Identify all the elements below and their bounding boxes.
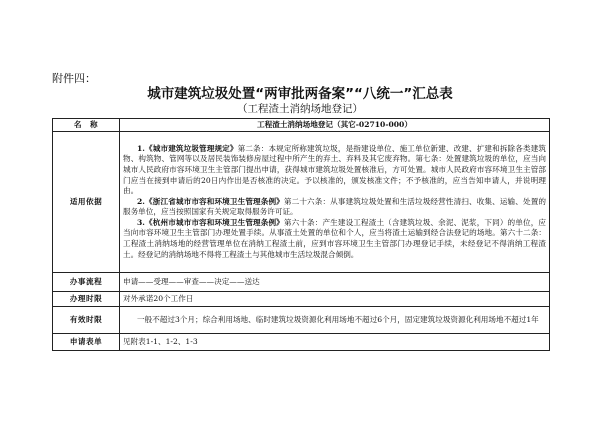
basis-item-2 xyxy=(123,197,546,218)
form-label: 申请表单 xyxy=(53,334,120,351)
table-row-flow xyxy=(53,273,550,292)
table-row-basis xyxy=(53,132,550,273)
table-row-valid xyxy=(53,307,550,334)
limit-label: 办理时限 xyxy=(53,292,120,307)
basis-num-2: 2. xyxy=(137,196,145,206)
basis-num-3: 3. xyxy=(137,217,145,227)
name-value: 工程渣土消纳场地登记（其它-02710-000） xyxy=(120,119,550,132)
table-row-limit xyxy=(53,292,550,307)
basis-cell xyxy=(120,132,550,273)
basis-source-3: 《杭州市城市市容和环境卫生管理条例》 xyxy=(144,217,284,227)
flow-value: 申请——受理——审查——决定——送达 xyxy=(120,273,550,292)
basis-item-3 xyxy=(123,218,546,260)
page-title: 城市建筑垃圾处置“两审批两备案”“八统一”汇总表 xyxy=(147,86,453,102)
table-row-form xyxy=(53,334,550,351)
basis-source-2: 《浙江省城市市容和环境卫生管理条例》 xyxy=(144,196,284,206)
form-value: 见附表1-1、1-2、1-3 xyxy=(120,334,550,351)
basis-text-1: 第二条：本规定所称建筑垃圾，是指建设单位、施工单位新建、改建、扩建和拆除各类建筑物、构筑物、管网等以及居民装饰装修房屋过程中所产生的弃土、弃料及其它废弃物。第七条：处置建筑垃圾的单位，应当向城市人民政府市容环境卫生主管部门提出申请，获得城市建筑垃圾处置核准后，方可处置。城市人民政府市容环境卫生主管部门应当在接到申请后的20日内作出是否核准的决定。予以核准的，颁发核准文件；不予核准的，应当告知申请人，并说明理由。 xyxy=(123,143,546,196)
attachment-label: 附件四： xyxy=(52,72,96,85)
summary-table xyxy=(52,118,550,351)
flow-label: 办事流程 xyxy=(53,273,120,292)
basis-text-3: 第六十条：产生建设工程渣土（含建筑垃圾、余泥、泥浆，下同）的单位，应当向市容环境卫生主管部门办理处置手续。从事渣土处置的单位和个人，应当将渣土运输到经合法登记的场地。第六十二条：工程渣土消纳场地的经营管理单位在消纳工程渣土前，应到市容环境卫生主管部门办理登记手续，未经登记不得消纳工程渣土。经登记的消纳场地不得将工程渣土与其他城市生活垃圾混合倾倒。 xyxy=(123,217,547,259)
page-subtitle: （工程渣土消纳场地登记） xyxy=(237,103,363,115)
valid-label: 有效时限 xyxy=(53,307,120,334)
name-label: 名 称 xyxy=(53,119,120,132)
basis-text-2: 第二十六条：从事建筑垃圾处置和生活垃圾经营性清扫、收集、运输、处置的服务单位，应当按照国家有关规定取得服务许可证。 xyxy=(123,196,547,217)
table-row-name xyxy=(53,119,550,132)
limit-value: 对外承诺20个工作日 xyxy=(120,292,550,307)
basis-item-1 xyxy=(123,144,546,197)
basis-num-1: 1. xyxy=(137,143,145,153)
valid-value: 一般不超过3个月；综合利用场地、临时建筑垃圾资源化利用场地不超过6个月，固定建筑垃圾资源化利用场地不超过1年 xyxy=(120,307,550,334)
basis-source-1: 《城市建筑垃圾管理规定》 xyxy=(144,143,238,153)
basis-label: 适用依据 xyxy=(53,132,120,273)
